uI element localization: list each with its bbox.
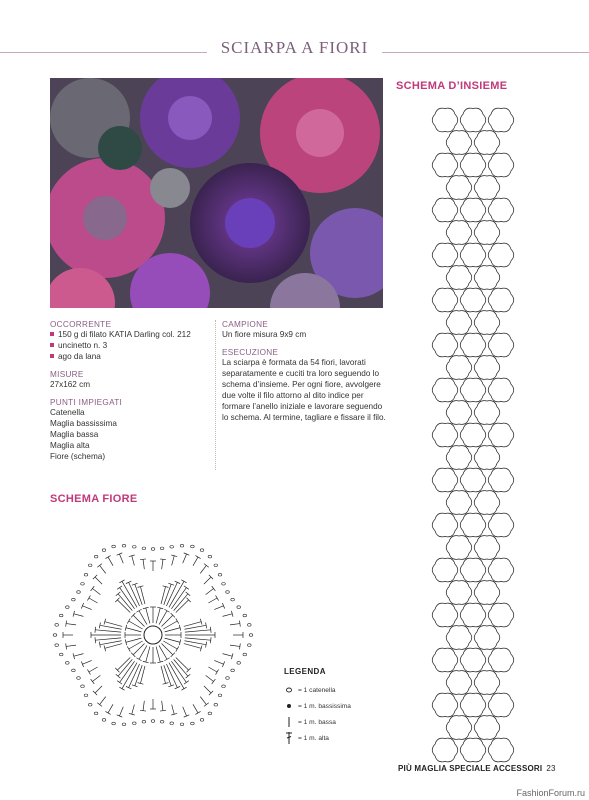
flower-outline [474, 176, 500, 200]
chain-symbol [218, 573, 222, 576]
chain-symbol [59, 653, 63, 656]
stitch-symbol [104, 644, 122, 652]
page-number: 23 [546, 764, 556, 773]
stitch-symbol [206, 675, 216, 683]
chain-symbol [226, 591, 230, 594]
flower-outline [474, 311, 500, 335]
execution-text: La sciarpa è formata da 54 fiori, lavorati separatamente e cuciti tra loro seguendo lo schema d’insieme. Per ogni fiore, avvolgere due volte il filo attorno al dito indice per formare l’anello iniziale e lavorare seguendo lo schema. Al termine, tagliare e fissare il filo. [222, 358, 386, 422]
chain-symbol [208, 555, 212, 558]
chain-symbol [112, 722, 116, 725]
bullet-icon [50, 354, 54, 358]
flower-outline [446, 716, 472, 740]
stitch-symbol [150, 699, 156, 709]
stitch-symbol [150, 647, 156, 663]
materials-item: ago da lana [50, 351, 210, 362]
stitch-symbol [208, 667, 218, 675]
stitch-item: Fiore (schema) [50, 452, 106, 461]
chain-symbol [142, 720, 146, 723]
flower-outline [474, 401, 500, 425]
flower-outline [488, 378, 514, 402]
bullet-icon [50, 343, 54, 347]
flower-outline [474, 446, 500, 470]
stitch-symbol [208, 595, 218, 603]
stitch-symbol [161, 643, 174, 656]
stitch-symbol [117, 553, 124, 563]
stitch-symbol [204, 686, 213, 695]
legend-item: = 1 catenella [284, 682, 404, 698]
stitch-symbol [93, 575, 102, 584]
magazine-name: PIÙ MAGLIA SPECIALE ACCESSORI [398, 764, 543, 773]
stitch-symbol [91, 675, 101, 683]
chain-symbol [102, 549, 106, 552]
flower-outline [488, 468, 514, 492]
bullet-icon [50, 332, 54, 336]
chain-symbol [112, 545, 116, 548]
stitch-symbol [156, 607, 163, 623]
materials-column [50, 320, 210, 462]
stitch-symbol [91, 632, 121, 638]
stitch-symbol [204, 575, 213, 584]
flower-outline [488, 333, 514, 357]
chain-symbol [122, 544, 126, 547]
flower-outline [432, 693, 458, 717]
chain-symbol [214, 564, 218, 567]
stitch-symbol [165, 638, 181, 645]
flower-outline [432, 108, 458, 132]
chain-symbol [237, 606, 241, 609]
stitch-symbol [161, 613, 174, 626]
stitch-symbol [183, 707, 190, 717]
chain-symbol [55, 644, 59, 647]
stitch-symbol [87, 595, 97, 603]
chain-symbol [122, 723, 126, 726]
flower-outline [474, 581, 500, 605]
flower-outline [488, 243, 514, 267]
stitch-symbol [81, 660, 91, 667]
stitch-symbol [127, 618, 142, 629]
stitch-symbol [165, 625, 181, 632]
flower-outline [432, 558, 458, 582]
flower-outline [474, 536, 500, 560]
flower-outline [432, 288, 458, 312]
stitch-symbol [200, 564, 208, 574]
stitch-symbol [185, 627, 211, 633]
flower-outline [488, 423, 514, 447]
stitch-symbol [223, 611, 233, 617]
stitch-symbol [223, 653, 233, 659]
chain-symbol [248, 624, 252, 627]
stitch-symbol [136, 609, 147, 624]
chain-symbol [151, 548, 155, 551]
chain-symbol [170, 722, 174, 725]
flower-outline [460, 603, 486, 627]
flower-outline [432, 648, 458, 672]
chain-symbol [222, 583, 226, 586]
flower-outline [474, 491, 500, 515]
page-footer [398, 764, 556, 773]
flower-outline [432, 333, 458, 357]
flower-outline [474, 131, 500, 155]
stitch-symbol [230, 621, 240, 627]
flower-outline [446, 446, 472, 470]
flower-outline [460, 198, 486, 222]
chain-symbol [248, 644, 252, 647]
chain-symbol [200, 549, 204, 552]
chain-symbol [151, 720, 155, 723]
flower-outline [446, 266, 472, 290]
page-title: SCIARPA A FIORI [0, 38, 589, 58]
chain-symbol [142, 547, 146, 550]
chain-symbol [237, 662, 241, 665]
overview-heading: SCHEMA D’INSIEME [396, 80, 508, 92]
chain-symbol [191, 722, 195, 725]
chain-symbol [180, 723, 184, 726]
flower-outline [488, 648, 514, 672]
stitch-symbol [119, 663, 137, 690]
chain-symbol [200, 719, 204, 722]
flower-outline [460, 378, 486, 402]
flower-outline [460, 738, 486, 762]
legend-title: LEGENDA [284, 667, 326, 676]
flower-outline [446, 176, 472, 200]
flower-schema-heading: SCHEMA FIORE [50, 493, 138, 505]
flower-outline [488, 513, 514, 537]
flower-outline [488, 738, 514, 762]
flower-chart [40, 515, 270, 755]
chain-symbol [84, 573, 88, 576]
stitch-symbol [136, 645, 147, 660]
chain-symbol [218, 694, 222, 697]
double-crochet-icon [284, 730, 298, 746]
stitch-symbol [129, 555, 135, 565]
stitch-symbol [143, 607, 150, 623]
flower-outline [460, 693, 486, 717]
flower-outline [474, 356, 500, 380]
stitch-symbol [97, 697, 105, 707]
stitch-symbol [200, 697, 208, 707]
chain-symbol [226, 677, 230, 680]
stitch-symbol [214, 603, 224, 610]
flower-outline [460, 333, 486, 357]
legend-item: = 1 m. bassa [284, 714, 404, 730]
chain-symbol [214, 703, 218, 706]
stitch-symbol [163, 641, 178, 652]
flower-outline [446, 626, 472, 650]
materials-item: 150 g di filato KATIA Darling col. 212 [50, 329, 210, 340]
stitch-symbol [66, 643, 76, 649]
flower-outline [460, 108, 486, 132]
stitch-symbol [184, 644, 202, 652]
chain-symbol [160, 720, 164, 723]
scarf-photo [50, 78, 383, 308]
flower-outline [432, 468, 458, 492]
stitch-symbol [140, 559, 146, 569]
flower-outline [432, 423, 458, 447]
stitch-symbol [185, 637, 211, 643]
stitch-symbol [193, 704, 201, 714]
chain-symbol [133, 546, 137, 549]
stitch-symbol [171, 705, 177, 715]
chain-symbol [84, 694, 88, 697]
stitch-symbol [105, 556, 113, 566]
stitch-symbol [193, 556, 201, 566]
stitch-symbol [169, 580, 187, 607]
chain-symbol [55, 624, 59, 627]
flower-outline [460, 243, 486, 267]
chain-symbol [249, 634, 253, 637]
flower-outline [432, 603, 458, 627]
chain-symbol [81, 583, 85, 586]
single-crochet-icon [284, 714, 298, 730]
flower-outline [460, 558, 486, 582]
watermark: FashionForum.ru [516, 788, 585, 798]
stitch-symbol [91, 586, 101, 594]
stitch-symbol [131, 613, 144, 626]
stitch-symbol [163, 618, 178, 629]
flower-outline [488, 198, 514, 222]
stitch-symbol [185, 632, 215, 638]
flower-outline [460, 648, 486, 672]
stitch-symbol [81, 603, 91, 610]
stitch-symbol [105, 704, 113, 714]
stitch-symbol [63, 632, 73, 638]
stitch-symbol [169, 663, 187, 690]
measures-label: MISURE [50, 370, 84, 379]
flower-outline [446, 131, 472, 155]
stitch-symbol [95, 637, 121, 643]
stitch-symbol [129, 705, 135, 715]
stitch-item: Catenella [50, 408, 85, 417]
flower-outline [460, 468, 486, 492]
flower-outline [460, 288, 486, 312]
stitch-symbol [214, 660, 224, 667]
chain-symbol [160, 547, 164, 550]
flower-outline [488, 603, 514, 627]
stitch-symbol [131, 643, 144, 656]
flower-outline [488, 558, 514, 582]
flower-outline [432, 738, 458, 762]
flower-outline [488, 288, 514, 312]
stitch-symbol [73, 653, 83, 659]
flower-outline [460, 153, 486, 177]
legend-item: = 1 m. alta [284, 730, 404, 746]
materials-label: OCCORRENTE [50, 320, 112, 329]
slip-stitch-icon [284, 698, 298, 714]
chain-symbol [231, 669, 235, 672]
chain-symbol [94, 555, 98, 558]
stitch-symbol [73, 611, 83, 617]
chain-symbol [94, 712, 98, 715]
chain-symbol [231, 598, 235, 601]
flower-outline [446, 356, 472, 380]
chain-symbol [72, 669, 76, 672]
instructions-column [222, 320, 390, 423]
stitch-symbol [150, 607, 156, 623]
stitch-symbol [125, 632, 141, 638]
flower-outline [460, 423, 486, 447]
flower-outline [446, 581, 472, 605]
legend-item: = 1 m. bassissima [284, 698, 404, 714]
stitch-symbol [183, 553, 190, 563]
measures-value: 27x162 cm [50, 380, 91, 389]
stitch-symbol [184, 619, 202, 627]
stitch-symbol [165, 632, 181, 638]
chain-symbol [88, 564, 92, 567]
chain-symbol [81, 685, 85, 688]
stitch-symbol [117, 707, 124, 717]
flower-outline [446, 311, 472, 335]
chain-symbol [170, 546, 174, 549]
stitch-symbol [125, 625, 141, 632]
chain-symbol [77, 591, 81, 594]
stitch-symbol [230, 643, 240, 649]
stitch-symbol [156, 647, 163, 663]
flower-outline [432, 198, 458, 222]
flower-outline [488, 693, 514, 717]
stitch-symbol [160, 559, 166, 569]
chain-symbol [191, 545, 195, 548]
stitch-symbol [127, 641, 142, 652]
chain-icon [284, 682, 298, 698]
stitch-symbol [119, 580, 137, 607]
starting-ring [144, 626, 162, 644]
stitch-symbol [171, 555, 177, 565]
flower-outline [474, 716, 500, 740]
materials-item: uncinetto n. 3 [50, 340, 210, 351]
chain-symbol [72, 598, 76, 601]
stitch-symbol [150, 561, 156, 571]
flower-outline [432, 243, 458, 267]
stitch-item: Maglia bassissima [50, 419, 117, 428]
chain-symbol [66, 662, 70, 665]
flower-outline [474, 266, 500, 290]
stitch-symbol [233, 632, 243, 638]
chain-symbol [133, 722, 137, 725]
flower-outline [488, 108, 514, 132]
stitch-symbol [140, 701, 146, 711]
chain-symbol [180, 544, 184, 547]
chain-symbol [102, 719, 106, 722]
stitch-symbol [95, 627, 121, 633]
legend [284, 667, 404, 746]
execution-label: ESECUZIONE [222, 348, 279, 357]
chain-symbol [243, 653, 247, 656]
chain-symbol [88, 703, 92, 706]
flower-outline [446, 401, 472, 425]
stitch-symbol [125, 638, 141, 645]
flower-outline [446, 536, 472, 560]
gauge-value: Un fiore misura 9x9 cm [222, 330, 307, 339]
stitch-item: Maglia alta [50, 441, 90, 450]
flower-outline [446, 221, 472, 245]
chain-symbol [222, 685, 226, 688]
column-divider [215, 320, 216, 470]
stitch-symbol [97, 564, 105, 574]
chain-symbol [53, 634, 57, 637]
chain-symbol [77, 677, 81, 680]
stitch-symbol [160, 701, 166, 711]
stitch-item: Maglia bassa [50, 430, 99, 439]
chain-symbol [66, 606, 70, 609]
stitch-symbol [104, 619, 122, 627]
flower-outline [446, 671, 472, 695]
flower-outline [474, 221, 500, 245]
flower-outline [432, 378, 458, 402]
chain-symbol [243, 614, 247, 617]
stitch-symbol [87, 667, 97, 675]
stitch-symbol [206, 586, 216, 594]
chain-symbol [59, 614, 63, 617]
flower-outline [488, 153, 514, 177]
flower-outline [460, 513, 486, 537]
flower-outline [474, 626, 500, 650]
stitch-symbol [159, 609, 170, 624]
stitch-symbol [143, 647, 150, 663]
gauge-label: CAMPIONE [222, 320, 269, 329]
flower-outline [432, 153, 458, 177]
overview-chart [428, 100, 528, 770]
chain-symbol [208, 712, 212, 715]
stitch-symbol [159, 645, 170, 660]
stitches-label: PUNTI IMPIEGATI [50, 398, 123, 407]
stitch-symbol [66, 621, 76, 627]
stitch-symbol [93, 686, 102, 695]
flower-outline [474, 671, 500, 695]
flower-outline [446, 491, 472, 515]
flower-outline [432, 513, 458, 537]
